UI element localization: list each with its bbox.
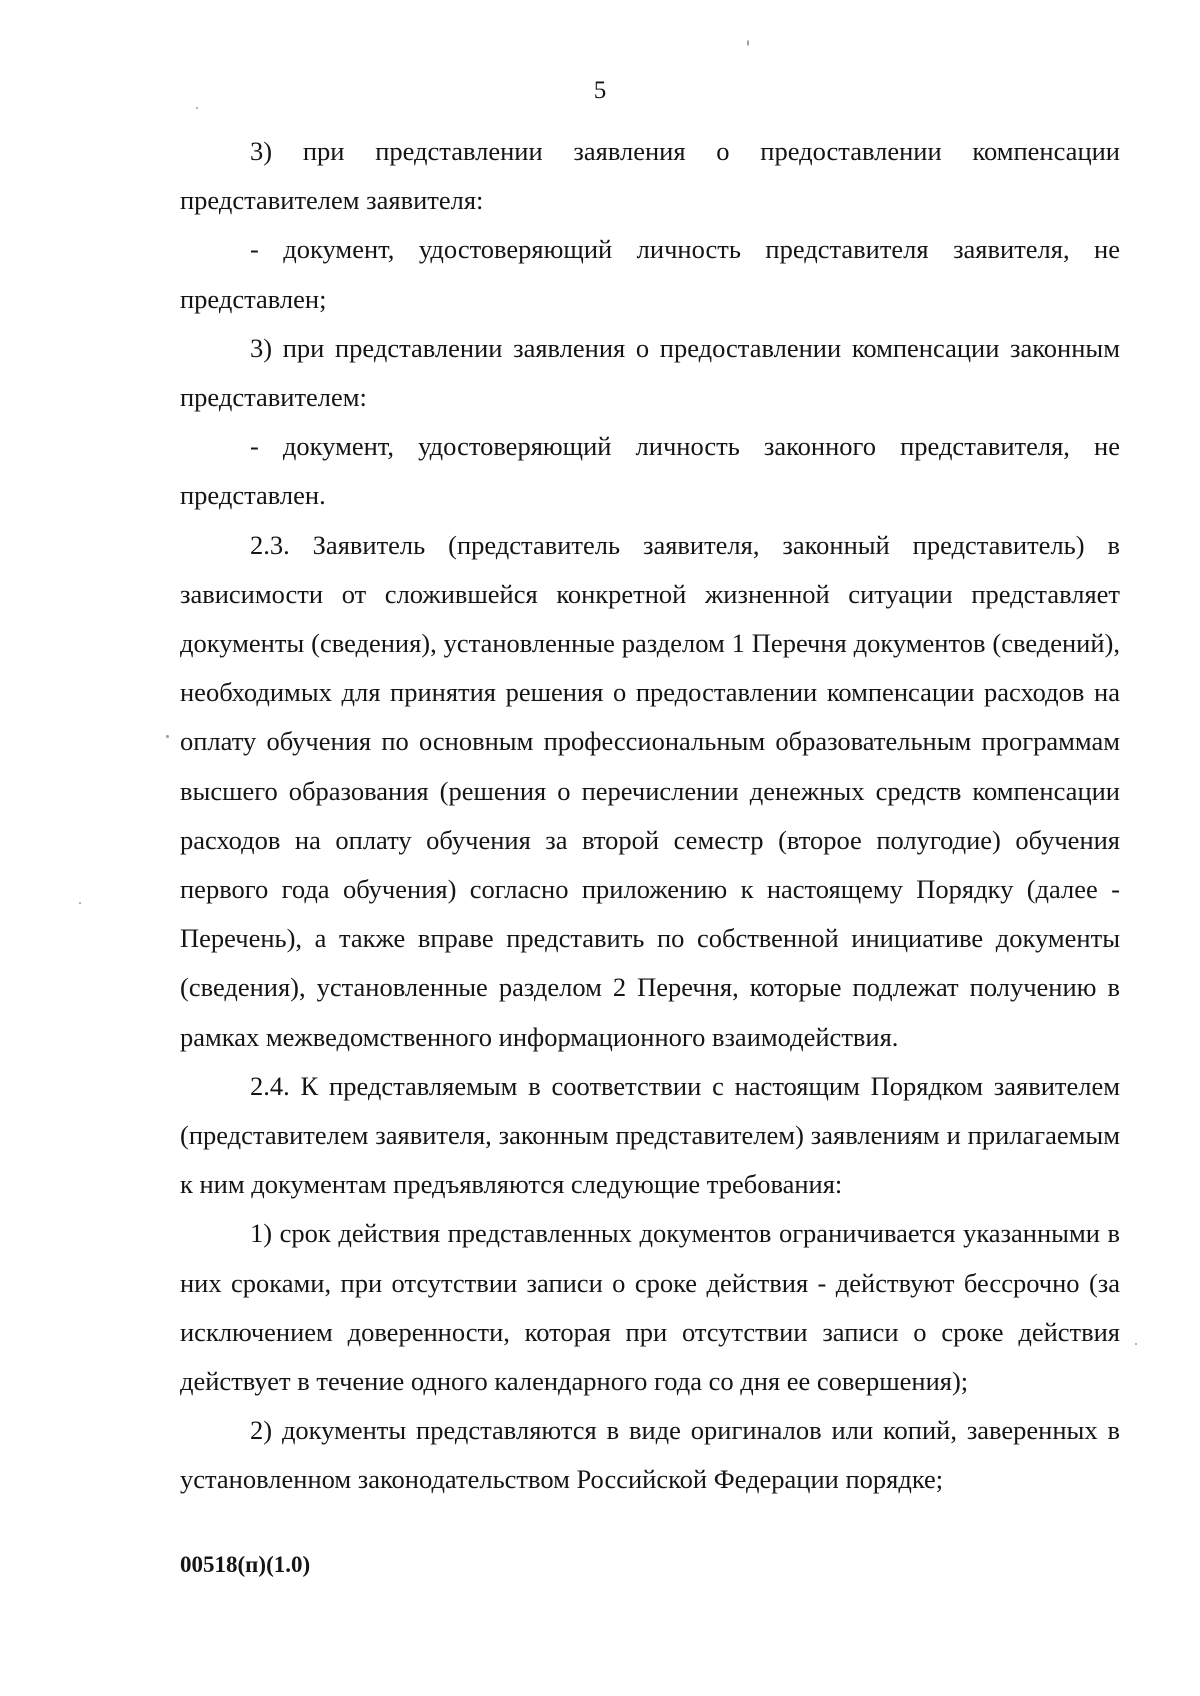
scan-speck (747, 40, 749, 46)
document-body (180, 127, 1120, 1505)
paragraph-representative-id-missing: - документ, удостоверяющий личность представителя заявителя, не представлен; (180, 234, 1120, 314)
scan-speck (1135, 1343, 1137, 1345)
paragraph-requirement-2: 2) документы представляются в виде оригиналов или копий, заверенных в установленном законодательством Российской Федерации порядке; (180, 1415, 1120, 1495)
paragraph-section-2-3: 2.3. Заявитель (представитель заявителя, законный представитель) в зависимости от сложившейся конкретной жизненной ситуации представляет документы (сведения), установленные разделом 1 Перечня документов (сведений), необходимых для принятия решения о предоставлении компенсации расходов на оплату обучения по основным профессиональным образовательным программам высшего образования (решения о перечислении денежных средств компенсации расходов на оплату обучения за второй семестр (второе полугодие) обучения первого года обучения) согласно приложению к настоящему Порядку (далее - Перечень), а также вправе представить по собственной инициативе документы (сведения), установленные разделом 2 Перечня, которые подлежат получению в рамках межведомственного информационного взаимодействия. (180, 529, 1120, 1052)
scan-speck (166, 735, 169, 738)
scan-speck (79, 902, 81, 904)
paragraph-legal-representative-case: 3) при представлении заявления о предоставлении компенсации законным представителем: (180, 332, 1120, 413)
scan-speck (196, 107, 198, 109)
paragraph-section-2-4: 2.4. К представляемым в соответствии с настоящим Порядком заявителем (представителем заявителя, законным представителем) заявлениям и прилагаемым к ним документам предъявляются следующие требования: (180, 1070, 1120, 1200)
page-number: 5 (593, 77, 607, 104)
paragraph-legal-representative-id-missing: - документ, удостоверяющий личность законного представителя, не представлен. (180, 431, 1120, 511)
paragraph-representative-case: 3) при представлении заявления о предоставлении компенсации представителем заявителя: (180, 136, 1120, 216)
paragraph-requirement-1: 1) срок действия представленных документов ограничивается указанными в них сроками, при отсутствии записи о сроке действия - действуют бессрочно (за исключением доверенности, которая при отсутствии записи о сроке действия действует в течение одного календарного года со дня ее совершения); (180, 1218, 1120, 1397)
document-code: 00518(п)(1.0) (180, 1552, 311, 1577)
